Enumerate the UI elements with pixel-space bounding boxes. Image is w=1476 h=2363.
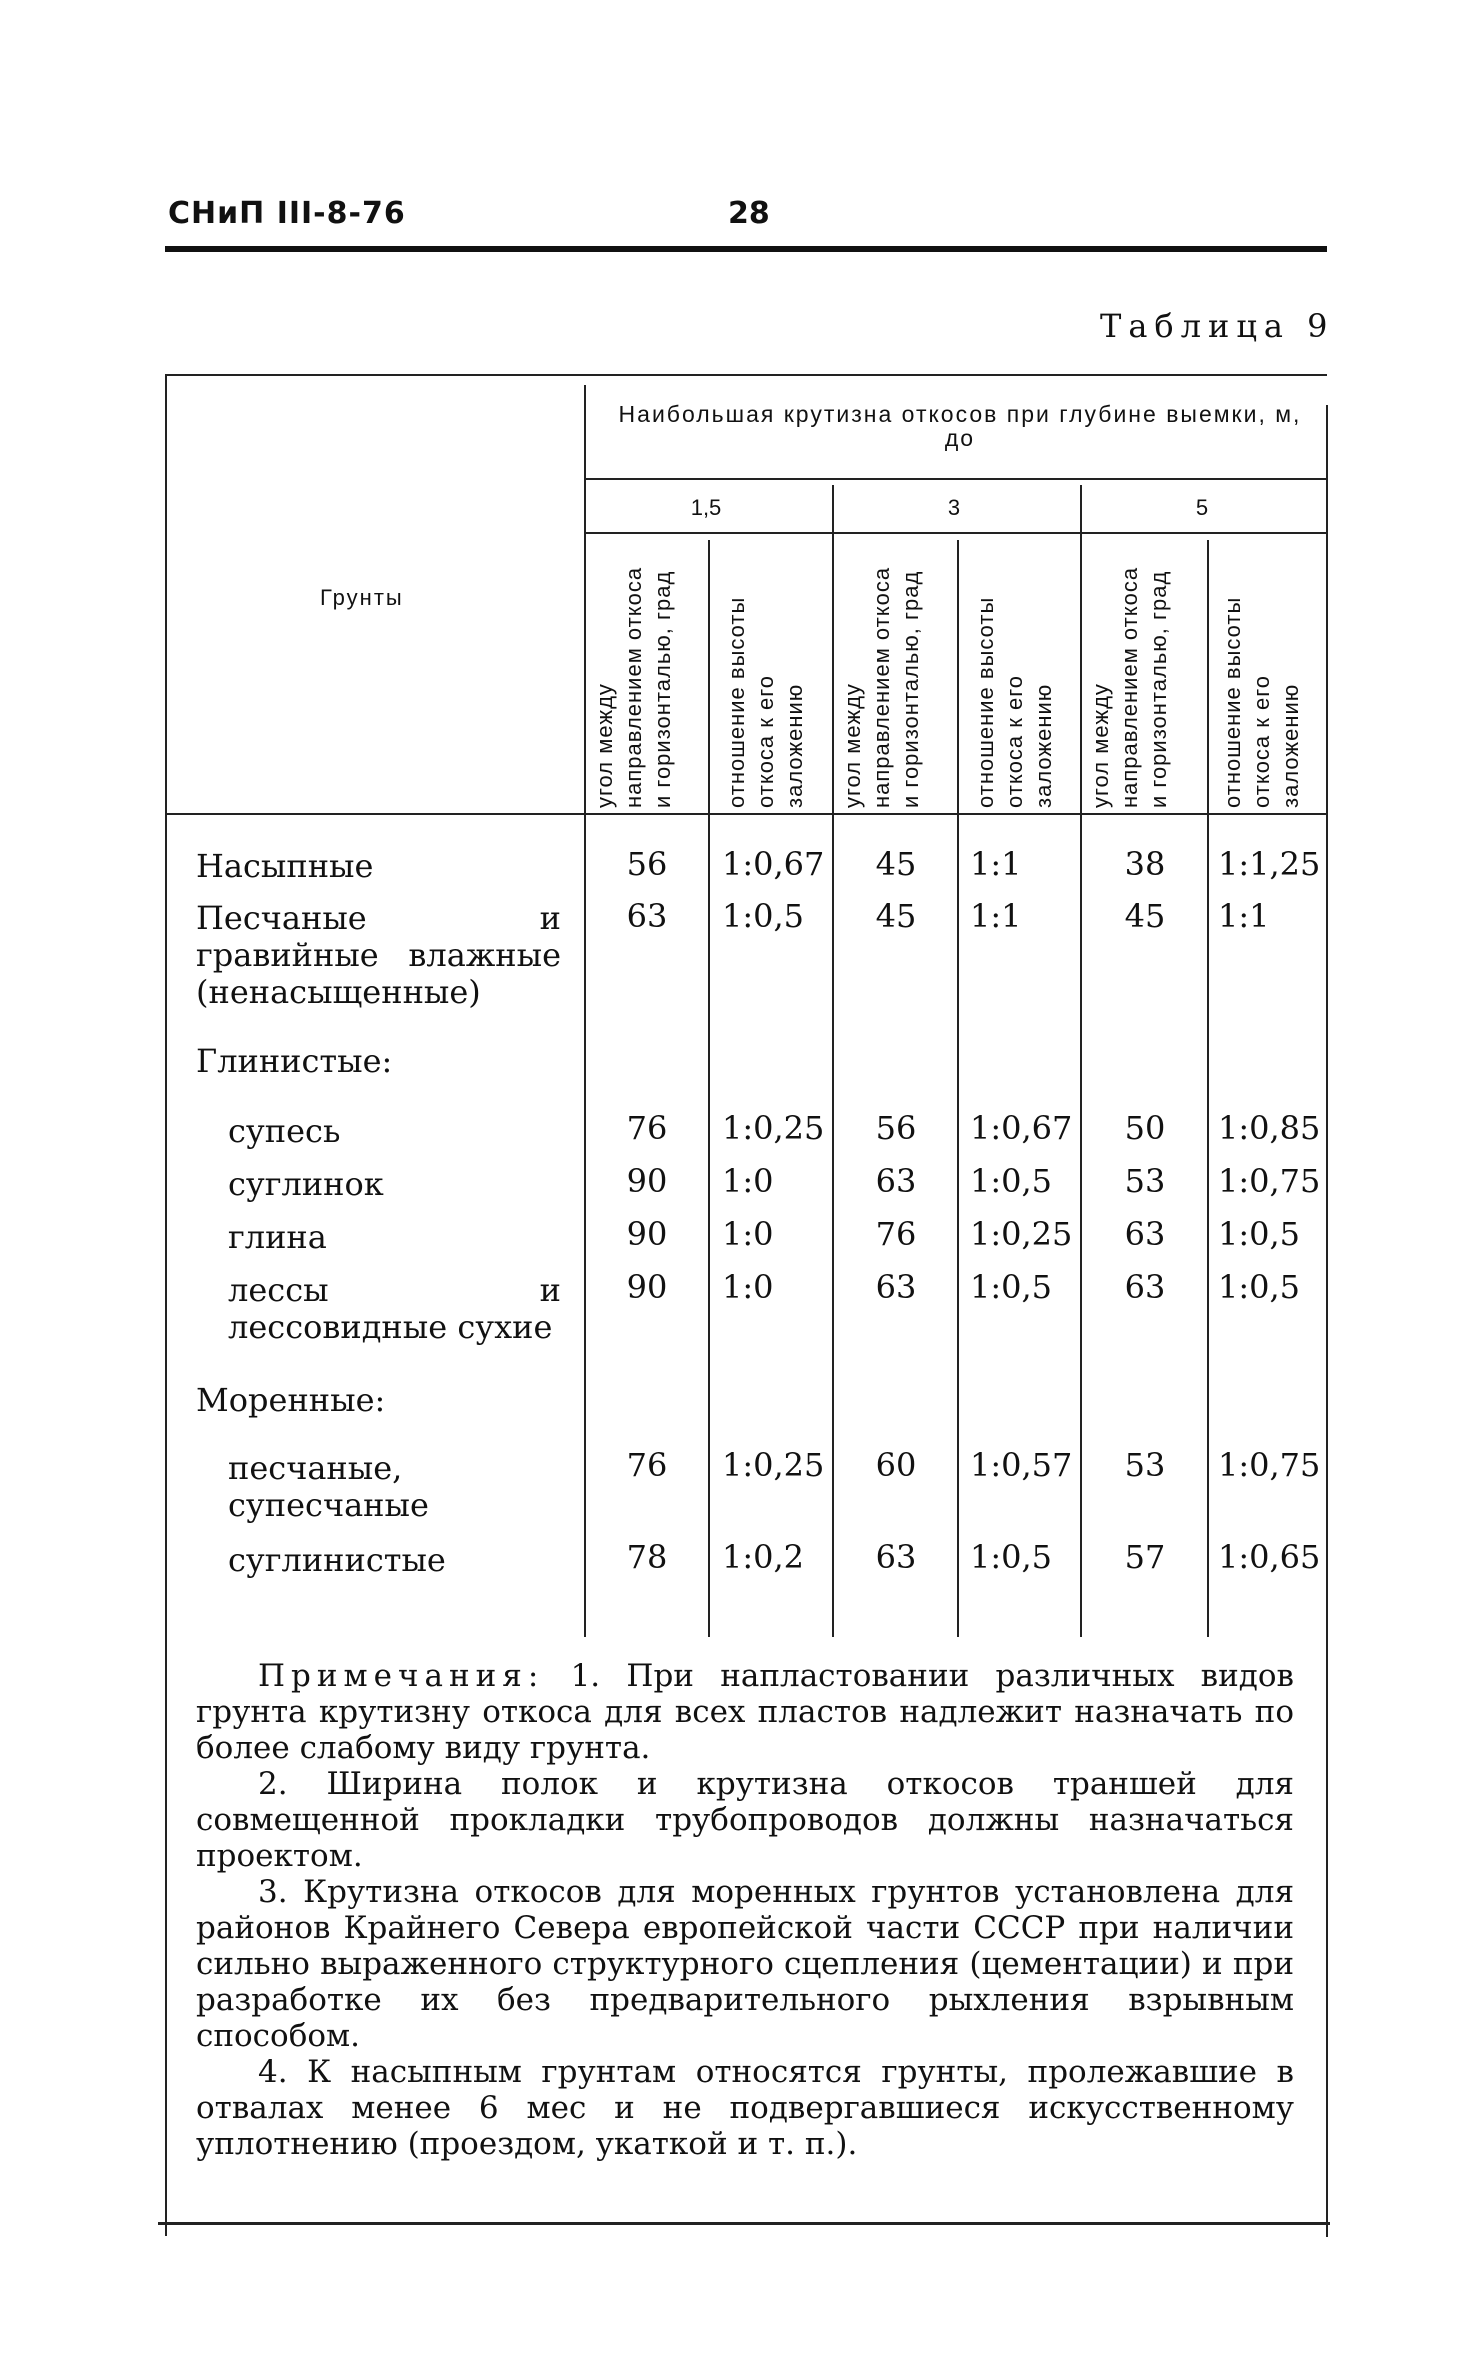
table-cell: 1:1 [970, 845, 1022, 883]
soil-column-header: Грунты [320, 585, 404, 610]
table-cell: 1:0,5 [970, 1162, 1053, 1200]
header-divider-depth [585, 532, 1327, 534]
subheader-angle-5: угол между направлением откоса и горизонталью, град [1088, 566, 1171, 808]
table-cell: 78 [626, 1538, 668, 1576]
table-top-rule [165, 374, 1327, 376]
soil-name: лессы и лессовидные сухие [228, 1271, 561, 1346]
soil-name: суглинистые [228, 1541, 446, 1579]
depth-header-3: 3 [947, 495, 961, 520]
table-cell: 45 [1124, 897, 1166, 935]
table-cell: 76 [626, 1109, 668, 1147]
depth-header-1-5: 1,5 [690, 495, 722, 520]
soil-name: суглинок [228, 1165, 384, 1203]
note-1 [196, 1658, 1294, 1766]
document-code: СНиП III-8-76 [168, 196, 406, 231]
soil-name: Насыпные [196, 847, 374, 885]
table-cell: 90 [626, 1268, 668, 1306]
header-divider-main [585, 478, 1327, 480]
table-cell: 60 [875, 1446, 917, 1484]
table-cell: 45 [875, 845, 917, 883]
table-cell: 63 [626, 897, 668, 935]
table-cell: 56 [875, 1109, 917, 1147]
table-title: Таблица 9 [1100, 307, 1335, 345]
table-cell: 57 [1124, 1538, 1166, 1576]
table-cell: 63 [1124, 1268, 1166, 1306]
table-cell: 38 [1124, 845, 1166, 883]
table-cell: 50 [1124, 1109, 1166, 1147]
table-cell: 1:0,75 [1218, 1446, 1321, 1484]
col-rule-soil [584, 385, 586, 1637]
soil-group-label: Моренные: [196, 1381, 386, 1419]
table-cell: 1:0 [722, 1162, 774, 1200]
table-cell: 90 [626, 1162, 668, 1200]
subheader-ratio-3: отношение высоты откоса к его заложению [973, 596, 1056, 808]
table-cell: 63 [875, 1538, 917, 1576]
soil-group-label: Глинистые: [196, 1042, 393, 1080]
table-cell: 1:0 [722, 1268, 774, 1306]
table-cell: 53 [1124, 1446, 1166, 1484]
table-cell: 1:0,5 [970, 1538, 1053, 1576]
table-cell: 90 [626, 1215, 668, 1253]
header-rule [165, 246, 1327, 252]
subheader-ratio-1-5: отношение высоты откоса к его заложению [724, 596, 807, 808]
table-cell: 53 [1124, 1162, 1166, 1200]
table-cell: 1:0,57 [970, 1446, 1073, 1484]
notes-label: Примечания: [258, 1658, 545, 1694]
table-cell: 1:0,2 [722, 1538, 805, 1576]
table-cell: 1:1 [1218, 897, 1270, 935]
subheader-ratio-5: отношение высоты откоса к его заложению [1220, 596, 1303, 808]
soil-name: Песчаные и гравийные влажные (ненасыщенные) [196, 899, 561, 1011]
soil-name: супесь [228, 1112, 341, 1150]
table-cell: 1:0,75 [1218, 1162, 1321, 1200]
table-cell: 1:0,5 [722, 897, 805, 935]
depth-header-5: 5 [1195, 495, 1209, 520]
table-cell: 76 [626, 1446, 668, 1484]
table-cell: 1:0,25 [722, 1109, 825, 1147]
header-bottom-rule [165, 813, 1327, 815]
subheader-angle-1-5: угол между направлением откоса и горизонталью, град [592, 566, 675, 808]
table-cell: 1:0,5 [1218, 1215, 1301, 1253]
table-cell: 1:1 [970, 897, 1022, 935]
table-cell: 45 [875, 897, 917, 935]
table-cell: 56 [626, 845, 668, 883]
subheader-angle-3: угол между направлением откоса и горизонталью, град [840, 566, 923, 808]
table-cell: 63 [875, 1268, 917, 1306]
table-notes [196, 1658, 1294, 2162]
table-cell: 76 [875, 1215, 917, 1253]
main-column-header: Наибольшая крутизна откосов при глубине выемки, м, до [618, 401, 1302, 451]
table-cell: 1:0,67 [970, 1109, 1073, 1147]
page-number: 28 [728, 196, 770, 231]
soil-name: глина [228, 1218, 327, 1256]
table-left-rule [165, 376, 167, 2236]
table-cell: 1:0,67 [722, 845, 825, 883]
note-2: 2. Ширина полок и крутизна откосов траншей для совмещенной прокладки трубопроводов должны назначаться проектом. [196, 1766, 1294, 1874]
table-cell: 63 [875, 1162, 917, 1200]
table-cell: 1:0,5 [1218, 1268, 1301, 1306]
table-bottom-rule [158, 2222, 1330, 2225]
table-cell: 1:0 [722, 1215, 774, 1253]
col-rule-ratio-5 [1207, 540, 1209, 1637]
table-cell: 1:0,25 [722, 1446, 825, 1484]
note-1-text: 1. При напластовании различных видов грунта крутизну откоса для всех пластов надлежит назначать по более слабому виду грунта. [196, 1658, 1295, 1766]
table-cell: 1:0,85 [1218, 1109, 1321, 1147]
note-3: 3. Крутизна откосов для моренных грунтов установлена для районов Крайнего Севера европейской части СССР при наличии сильно выраженного структурного сцепления (цементации) и при разработке их без предварительного рыхления взрывным способом. [196, 1874, 1294, 2054]
soil-name: песчаные, супесчаные [228, 1449, 429, 1524]
note-4: 4. К насыпным грунтам относятся грунты, пролежавшие в отвалах менее 6 мес и не подвергавшиеся искусственному уплотнению (проездом, укаткой и т. п.). [196, 2054, 1294, 2162]
table-cell: 63 [1124, 1215, 1166, 1253]
table-cell: 1:1,25 [1218, 845, 1321, 883]
table-cell: 1:0,25 [970, 1215, 1073, 1253]
table-cell: 1:0,65 [1218, 1538, 1321, 1576]
table-cell: 1:0,5 [970, 1268, 1053, 1306]
